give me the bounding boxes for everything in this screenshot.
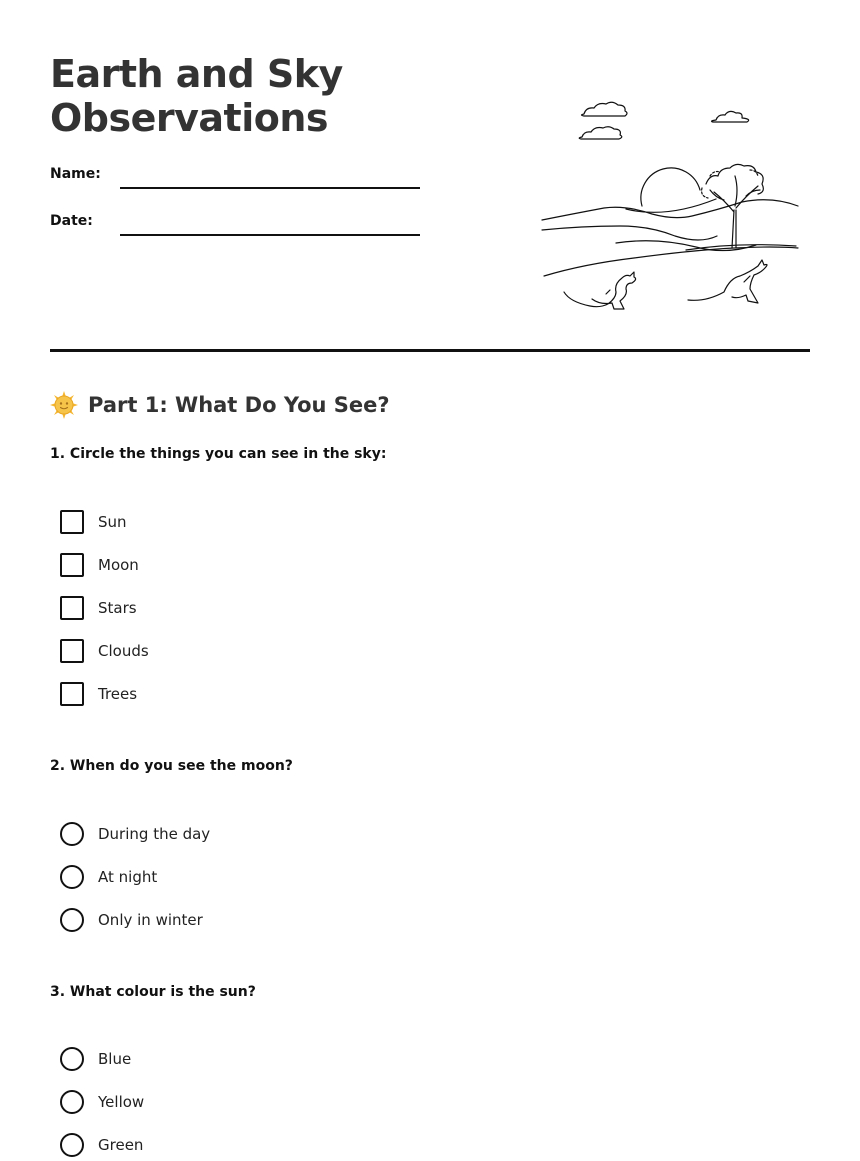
option-label: During the day	[98, 825, 211, 843]
option-sun[interactable]	[60, 510, 127, 534]
setting-sun-icon	[641, 168, 700, 206]
option-label: Sun	[98, 513, 127, 531]
option-label: Trees	[98, 685, 138, 703]
radio-button[interactable]	[60, 1047, 84, 1071]
name-field[interactable]	[120, 187, 420, 189]
radio-button[interactable]	[60, 908, 84, 932]
date-label: Date:	[50, 213, 93, 229]
title-line-2: Observations	[50, 96, 329, 140]
name-label: Name:	[50, 166, 101, 182]
worksheet-title	[50, 52, 490, 140]
option-label: Moon	[98, 556, 139, 574]
option-label: Blue	[98, 1050, 132, 1068]
outback-scene-illustration	[536, 88, 806, 320]
option-during-the-day[interactable]	[60, 822, 210, 846]
option-label: Yellow	[98, 1093, 145, 1111]
checkbox[interactable]	[60, 682, 84, 706]
option-label: Only in winter	[98, 911, 203, 929]
option-yellow[interactable]	[60, 1090, 144, 1114]
checkbox[interactable]	[60, 596, 84, 620]
radio-button[interactable]	[60, 1090, 84, 1114]
date-field[interactable]	[120, 234, 420, 236]
option-trees[interactable]	[60, 682, 137, 706]
option-label: At night	[98, 868, 158, 886]
option-at-night[interactable]	[60, 865, 157, 889]
checkbox[interactable]	[60, 510, 84, 534]
question-2-prompt: 2. When do you see the moon?	[50, 758, 293, 774]
option-green[interactable]	[60, 1133, 143, 1157]
sun-emoji-icon	[50, 391, 78, 419]
header-divider	[50, 349, 810, 352]
option-only-in-winter[interactable]	[60, 908, 203, 932]
part-1-heading	[50, 389, 390, 421]
option-blue[interactable]	[60, 1047, 131, 1071]
option-label: Green	[98, 1136, 144, 1154]
option-label: Clouds	[98, 642, 149, 660]
kangaroo-icon	[564, 272, 636, 309]
checkbox[interactable]	[60, 639, 84, 663]
option-label: Stars	[98, 599, 137, 617]
question-3-prompt: 3. What colour is the sun?	[50, 984, 256, 1000]
tree-icon	[710, 176, 760, 248]
part-1-title: Part 1: What Do You See?	[88, 393, 390, 417]
option-moon[interactable]	[60, 553, 139, 577]
kangaroo-icon	[688, 260, 767, 303]
radio-button[interactable]	[60, 865, 84, 889]
cloud-icon	[579, 127, 622, 139]
radio-button[interactable]	[60, 822, 84, 846]
cloud-icon	[582, 102, 628, 116]
checkbox[interactable]	[60, 553, 84, 577]
question-1-prompt: 1. Circle the things you can see in the sky:	[50, 446, 387, 462]
radio-button[interactable]	[60, 1133, 84, 1157]
option-clouds[interactable]	[60, 639, 149, 663]
title-line-1: Earth and Sky	[50, 52, 343, 96]
cloud-icon	[712, 111, 749, 122]
option-stars[interactable]	[60, 596, 137, 620]
